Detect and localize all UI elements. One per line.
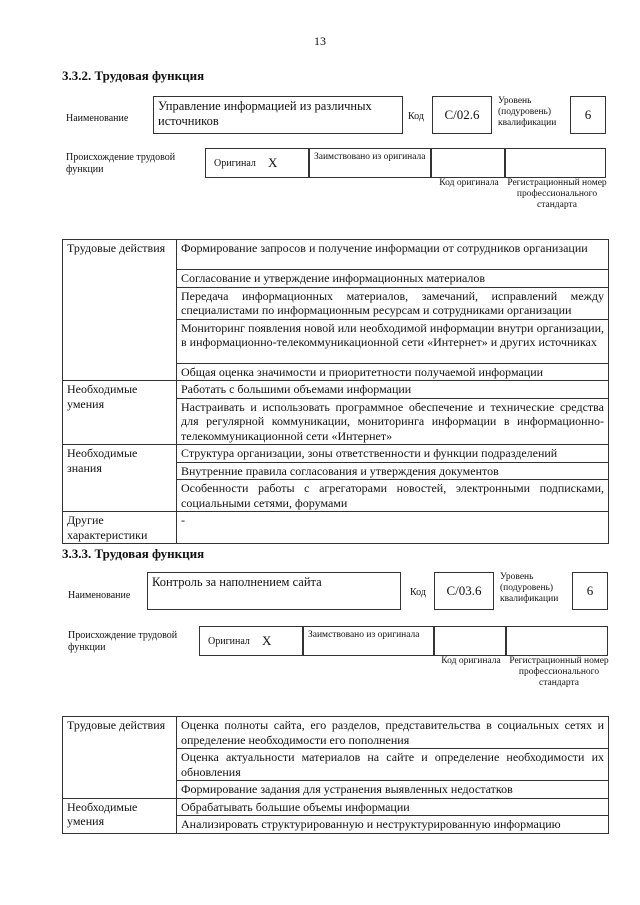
code-original-cell: [434, 626, 506, 656]
table-cell: Общая оценка значимости и приоритетности получаемой информации: [177, 363, 609, 381]
borrowed-cell: Заимствовано из оригинала: [309, 148, 431, 178]
original-cell: [205, 148, 309, 178]
table-cell: Настраивать и использовать программное обеспечение и технические средства для регулярной коммуникации, мониторинга информации в информационно-телекоммуникационной сети «Интернет»: [177, 398, 609, 445]
level-label: Уровень (подуровень) квалификации: [498, 96, 557, 128]
table-cell: Обрабатывать большие объемы информации: [177, 798, 609, 816]
row-header-skills: Необходимые умения: [63, 381, 177, 445]
code-label: Код: [408, 111, 424, 122]
table-cell: Особенности работы с агрегаторами новостей, электронными подписками, социальными сетями, форумами: [177, 480, 609, 512]
reg-number-label: Регистрационный номер профессионального стандарта: [507, 178, 607, 210]
section-title: 3.3.2. Трудовая функция: [62, 68, 205, 83]
function-name: Управление информацией из различных источников: [153, 96, 403, 134]
table-cell: Оценка полноты сайта, его разделов, представительства в социальных сетях и определение необходимости его пополнения: [177, 717, 609, 749]
row-header-other: Другие характеристики: [63, 512, 177, 544]
row-header-actions: Трудовые действия: [63, 240, 177, 381]
table-cell: Структура организации, зоны ответственности и функции подразделений: [177, 445, 609, 463]
table-cell: Передача информационных материалов, замечаний, исправлений между специалистами по информационным ресурсам и сотрудниками организации: [177, 287, 609, 319]
original-label: Оригинал: [208, 636, 250, 647]
code-original-label: Код оригинала: [439, 178, 499, 188]
page-number: 13: [314, 34, 326, 48]
reg-number-cell: [505, 148, 606, 178]
name-label: Наименование: [68, 590, 131, 601]
table-cell: Формирование задания для устранения выявленных недостатков: [177, 781, 609, 799]
name-label: Наименование: [66, 113, 129, 124]
original-mark: X: [262, 633, 272, 648]
original-cell: [199, 626, 303, 656]
origin-label: Происхождение трудовой функции: [68, 630, 178, 653]
code-label: Код: [410, 587, 426, 598]
function-table: [62, 239, 609, 544]
table-cell: Формирование запросов и получение информации от сотрудников организации: [177, 240, 609, 270]
borrowed-cell: Заимствовано из оригинала: [303, 626, 434, 656]
original-label: Оригинал: [214, 158, 256, 169]
origin-label: Происхождение трудовой функции: [66, 152, 176, 175]
original-mark: X: [268, 155, 278, 170]
code-original-label: Код оригинала: [441, 656, 501, 666]
row-header-actions: Трудовые действия: [63, 717, 177, 799]
code-original-cell: [431, 148, 505, 178]
table-cell: -: [177, 512, 609, 544]
table-cell: Внутренние правила согласования и утверждения документов: [177, 462, 609, 480]
table-cell: Мониторинг появления новой или необходимой информации внутри организации, в информационно-телекоммуникационной сети «Интернет» и других источниках: [177, 319, 609, 363]
row-header-skills: Необходимые умения: [63, 798, 177, 833]
table-cell: Согласование и утверждение информационных материалов: [177, 270, 609, 288]
function-table: [62, 716, 609, 834]
function-name: Контроль за наполнением сайта: [147, 572, 401, 610]
qualification-level: 6: [572, 572, 608, 610]
row-header-knowledge: Необходимые знания: [63, 445, 177, 512]
section-title: 3.3.3. Трудовая функция: [62, 546, 205, 561]
reg-number-cell: [506, 626, 608, 656]
level-label: Уровень (подуровень) квалификации: [500, 572, 559, 604]
function-code: C/03.6: [434, 572, 494, 610]
table-cell: Работать с большими объемами информации: [177, 381, 609, 399]
table-cell: Анализировать структурированную и неструктурированную информацию: [177, 816, 609, 834]
qualification-level: 6: [570, 96, 606, 134]
table-cell: Оценка актуальности материалов на сайте и определение необходимости их обновления: [177, 749, 609, 781]
reg-number-label: Регистрационный номер профессионального стандарта: [509, 656, 609, 688]
function-code: C/02.6: [432, 96, 492, 134]
